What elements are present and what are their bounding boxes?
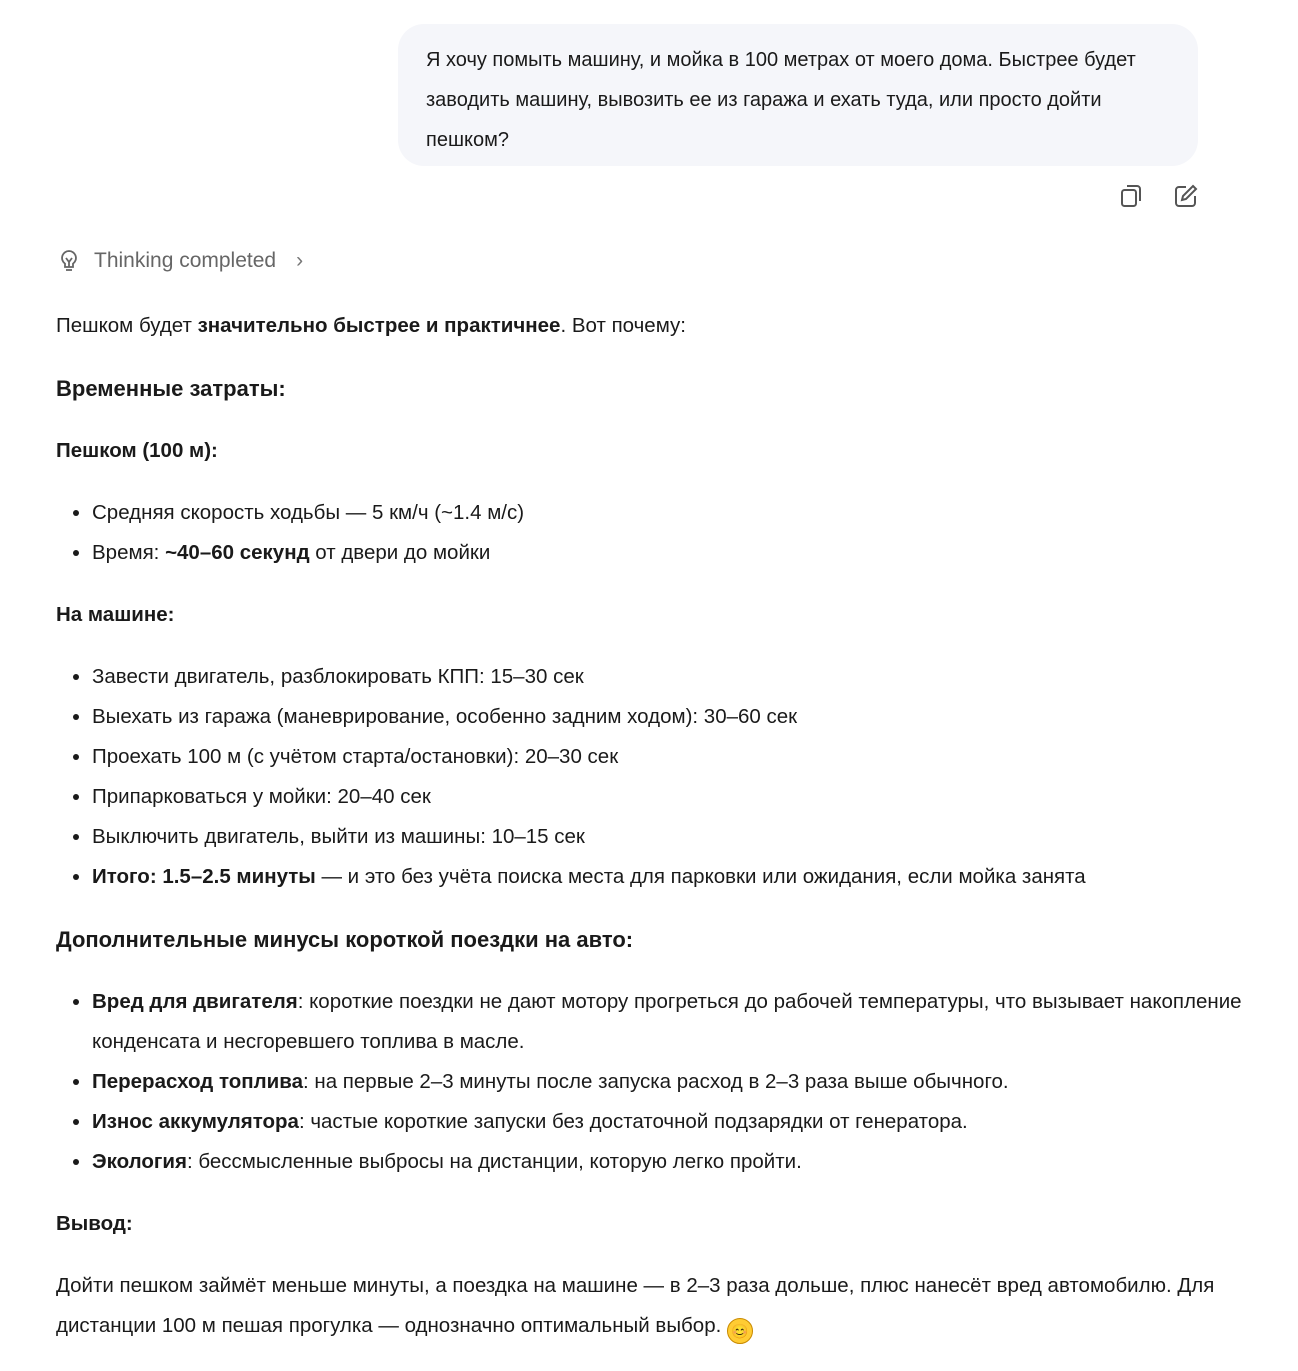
text: . Вот почему: bbox=[560, 314, 686, 337]
walk-list bbox=[56, 493, 1246, 573]
bold-text: Вред для двигателя bbox=[92, 990, 298, 1013]
smile-emoji-icon: 😊 bbox=[727, 1318, 753, 1344]
list-item: • Припарковаться у мойки: 20–40 сек bbox=[92, 777, 1246, 817]
list-item: • Средняя скорость ходьбы — 5 км/ч (~1.4 м/с) bbox=[92, 493, 1246, 533]
bold-text: значительно быстрее и практичнее bbox=[197, 314, 561, 337]
chevron-right-icon: › bbox=[296, 249, 304, 272]
copy-button[interactable] bbox=[1118, 182, 1146, 210]
text: Пешком будет bbox=[56, 314, 198, 337]
heading-time-costs: Временные затраты: bbox=[56, 376, 286, 401]
list-item bbox=[92, 1142, 1246, 1182]
thinking-label: Thinking completed bbox=[94, 249, 277, 272]
bold-text: Перерасход топлива bbox=[92, 1070, 303, 1093]
edit-icon bbox=[1172, 182, 1200, 210]
list-item-total bbox=[92, 857, 1246, 897]
heading-walk: Пешком (100 м): bbox=[56, 439, 218, 462]
intro-paragraph bbox=[56, 306, 1246, 346]
heading-car: На машине: bbox=[56, 603, 175, 626]
copy-icon bbox=[1118, 182, 1146, 210]
bold-text: ~40–60 секунд bbox=[165, 541, 310, 564]
message-actions bbox=[1118, 182, 1200, 210]
text: : частые короткие запуски без достаточной подзарядки от генератора. bbox=[298, 1110, 968, 1133]
list-item: • Проехать 100 м (с учётом старта/остановки): 20–30 сек bbox=[92, 737, 1246, 777]
list-item bbox=[92, 533, 1246, 573]
heading-conclusion: Вывод: bbox=[56, 1212, 133, 1235]
edit-button[interactable] bbox=[1172, 182, 1200, 210]
text: Время: bbox=[92, 541, 166, 564]
bold-text: Износ аккумулятора bbox=[92, 1110, 299, 1133]
text: : короткие поездки не дают мотору прогреться до рабочей температуры, что вызывает накопление конденсата и несгоревшего топлива в масле. bbox=[92, 990, 1242, 1053]
assistant-answer bbox=[56, 306, 1246, 1346]
user-message-bubble bbox=[398, 24, 1198, 166]
list-item: • Завести двигатель, разблокировать КПП: 15–30 сек bbox=[92, 657, 1246, 697]
car-list bbox=[56, 657, 1246, 897]
user-message-text: Я хочу помыть машину, и мойка в 100 метрах от моего дома. Быстрее будет заводить машину, вывозить ее из гаража и ехать туда, или просто дойти пешком? bbox=[426, 49, 1136, 151]
text: от двери до мойки bbox=[309, 541, 491, 564]
lightbulb-icon bbox=[56, 248, 82, 274]
text: Дойти пешком займёт меньше минуты, а поездка на машине — в 2–3 раза дольше, плюс нанесёт вред автомобилю. Для дистанции 100 м пешая прогулка — однозначно оптимальный выбор. bbox=[56, 1274, 1215, 1337]
thinking-toggle[interactable] bbox=[56, 248, 303, 274]
bold-text: Экология bbox=[92, 1150, 187, 1173]
text: : бессмысленные выбросы на дистанции, которую легко пройти. bbox=[186, 1150, 802, 1173]
minus-list bbox=[56, 982, 1246, 1182]
bold-text: Итого: 1.5–2.5 минуты bbox=[92, 865, 316, 888]
list-item bbox=[92, 1062, 1246, 1102]
text: : на первые 2–3 минуты после запуска расход в 2–3 раза выше обычного. bbox=[303, 1070, 1009, 1093]
heading-minuses: Дополнительные минусы короткой поездки на авто: bbox=[56, 927, 634, 952]
list-item bbox=[92, 982, 1246, 1062]
list-item: • Выключить двигатель, выйти из машины: 10–15 сек bbox=[92, 817, 1246, 857]
text: — и это без учёта поиска места для парковки или ожидания, если мойка занята bbox=[315, 865, 1086, 888]
list-item: • Выехать из гаража (маневрирование, особенно задним ходом): 30–60 сек bbox=[92, 697, 1246, 737]
conclusion-paragraph bbox=[56, 1266, 1246, 1346]
list-item bbox=[92, 1102, 1246, 1142]
